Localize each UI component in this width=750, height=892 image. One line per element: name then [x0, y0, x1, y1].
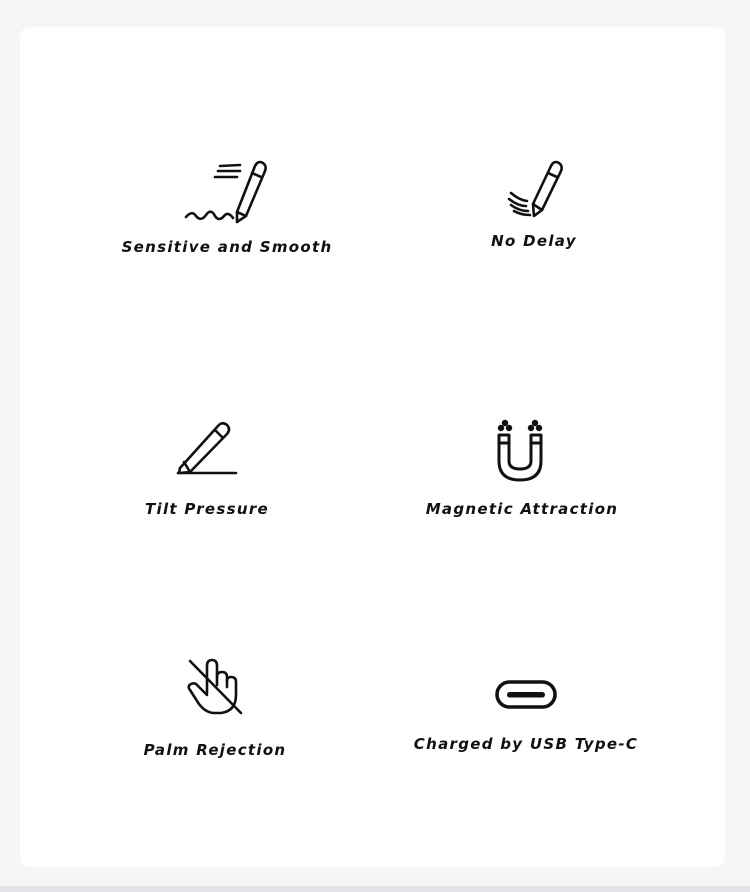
- feature-card: [20, 27, 725, 867]
- feature-label: Sensitive and Smooth: [121, 238, 333, 256]
- usb-type-c-icon: [494, 679, 558, 711]
- feature-tilt-pressure: [57, 418, 357, 518]
- feature-label: No Delay: [491, 232, 577, 250]
- feature-no-delay: [384, 160, 684, 250]
- palm-rejection-icon: [185, 657, 245, 717]
- feature-label: Magnetic Attraction: [425, 500, 619, 518]
- feature-label: Tilt Pressure: [144, 500, 270, 518]
- feature-magnetic-attraction: [372, 416, 672, 518]
- feature-palm-rejection: [65, 657, 365, 759]
- pen-writing-icon: [182, 160, 272, 224]
- pen-motion-icon: [499, 160, 569, 220]
- feature-label: Charged by USB Type-C: [413, 735, 639, 753]
- feature-usb-type-c: [376, 679, 676, 753]
- bottom-divider: [0, 886, 750, 892]
- feature-label: Palm Rejection: [143, 741, 287, 759]
- pen-tilt-icon: [172, 418, 242, 476]
- magnet-icon: [492, 416, 552, 482]
- feature-sensitive-smooth: [77, 160, 377, 256]
